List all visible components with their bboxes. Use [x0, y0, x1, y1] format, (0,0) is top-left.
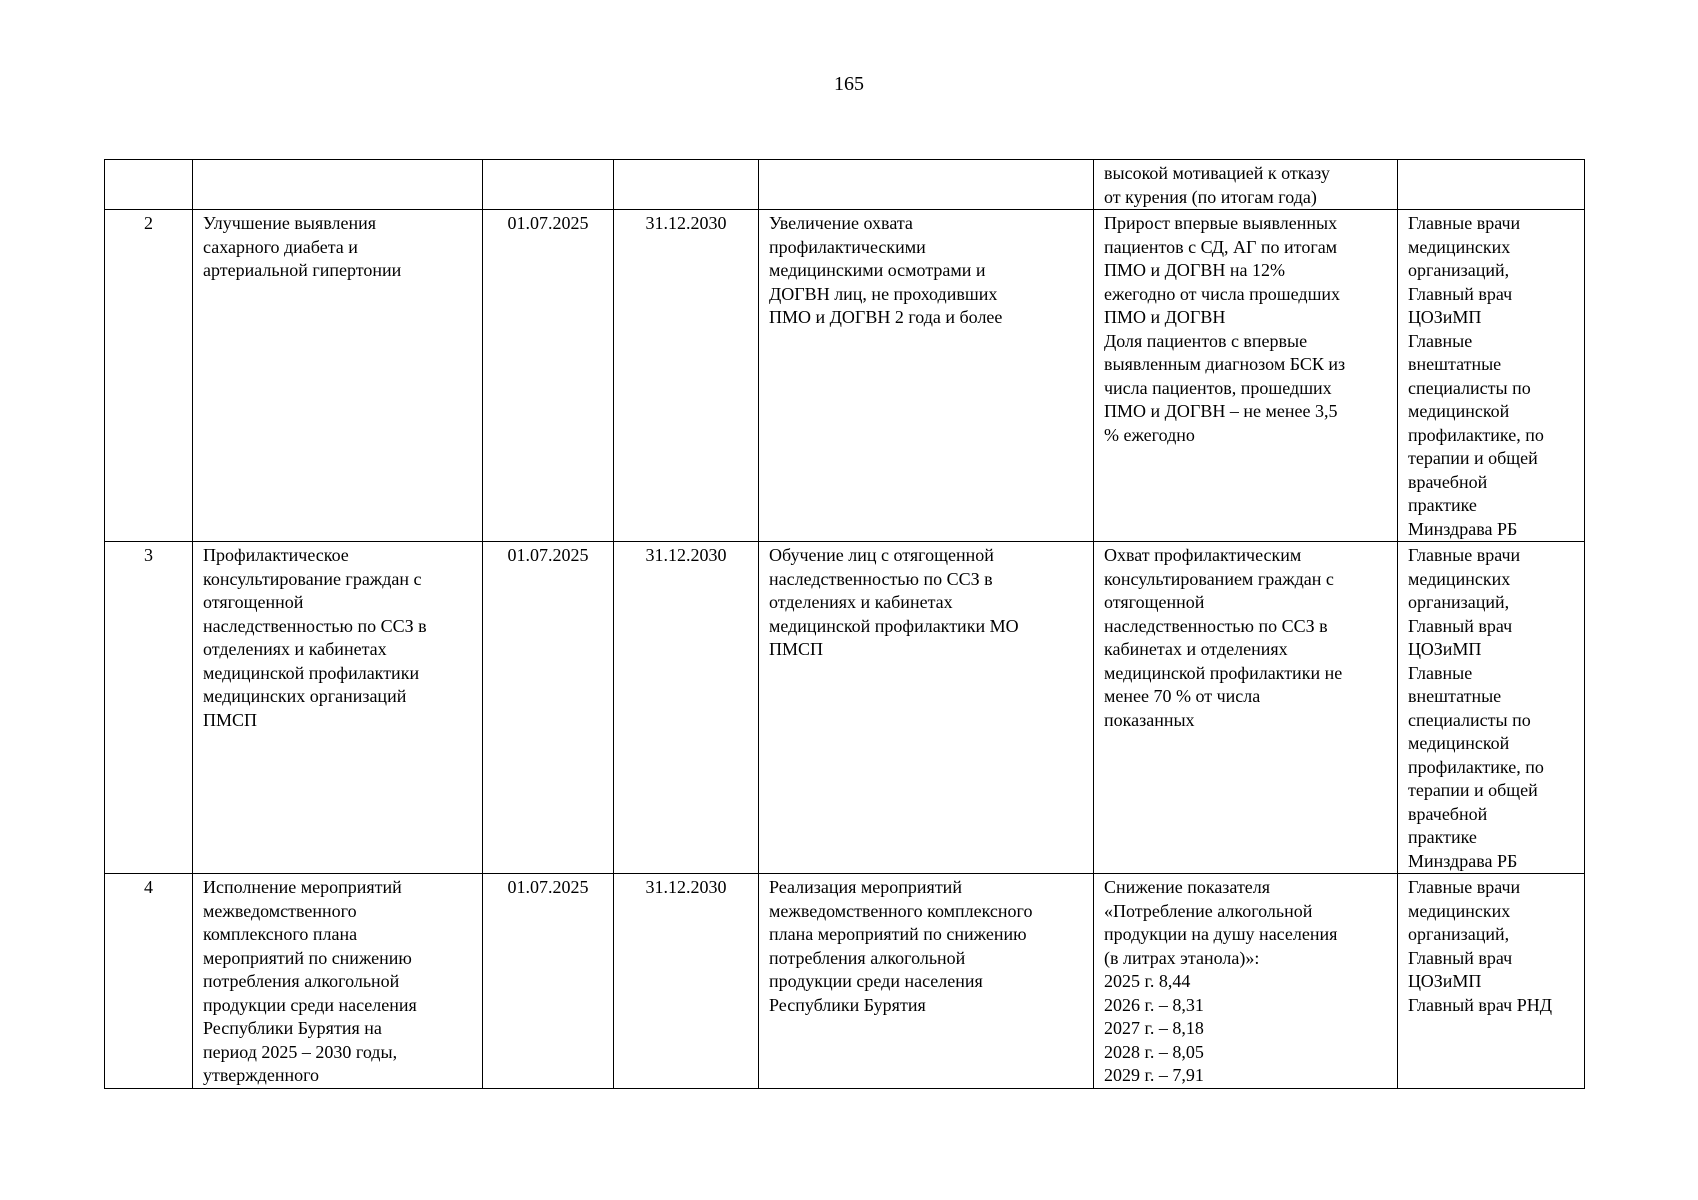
page-number: 165: [834, 73, 864, 95]
cell-num: 4: [105, 874, 193, 1089]
cell-responsible: Главные врачи медицинских организаций, Главный врач ЦОЗиМП Главные внештатные специалисты по медицинской профилактике, по терапии и общей врачебной практике Минздрава РБ: [1398, 542, 1585, 874]
cell-num: 3: [105, 542, 193, 874]
cell-responsible: Главные врачи медицинских организаций, Главный врач ЦОЗиМП Главный врач РНД: [1398, 874, 1585, 1089]
cell-measure: Улучшение выявления сахарного диабета и артериальной гипертонии: [193, 210, 483, 542]
cell-end-date: 31.12.2030: [614, 210, 759, 542]
cell-indicator: высокой мотивацией к отказу от курения (по итогам года): [1094, 160, 1398, 210]
cell-start-date: 01.07.2025: [483, 210, 614, 542]
cell-measure: Исполнение мероприятий межведомственного комплексного плана мероприятий по снижению потребления алкогольной продукции среди населения Республики Бурятия на период 2025 – 2030 годы, утвержденного: [193, 874, 483, 1089]
table-row-continuation: [105, 160, 1585, 210]
cell-start-date: 01.07.2025: [483, 542, 614, 874]
cell-measure: [193, 160, 483, 210]
cell-result: Увеличение охвата профилактическими медицинскими осмотрами и ДОГВН лиц, не проходивших ПМО и ДОГВН 2 года и более: [759, 210, 1094, 542]
cell-start-date: 01.07.2025: [483, 874, 614, 1089]
cell-num: 2: [105, 210, 193, 542]
cell-end-date: 31.12.2030: [614, 874, 759, 1089]
measures-table: [104, 159, 1585, 1089]
cell-responsible: [1398, 160, 1585, 210]
cell-measure: Профилактическое консультирование граждан с отягощенной наследственностью по ССЗ в отделениях и кабинетах медицинской профилактики медицинских организаций ПМСП: [193, 542, 483, 874]
cell-end-date: 31.12.2030: [614, 542, 759, 874]
cell-result: Обучение лиц с отягощенной наследственностью по ССЗ в отделениях и кабинетах медицинской профилактики МО ПМСП: [759, 542, 1094, 874]
cell-end-date: [614, 160, 759, 210]
cell-start-date: [483, 160, 614, 210]
cell-indicator: Снижение показателя «Потребление алкогольной продукции на душу населения (в литрах этанола)»: 2025 г. 8,44 2026 г. – 8,31 2027 г. – 8,18 2028 г. – 8,05 2029 г. – 7,91: [1094, 874, 1398, 1089]
table-row: [105, 874, 1585, 1089]
cell-indicator: Охват профилактическим консультированием граждан с отягощенной наследственностью по ССЗ в кабинетах и отделениях медицинской профилактики не менее 70 % от числа показанных: [1094, 542, 1398, 874]
table-row: [105, 210, 1585, 542]
cell-result: [759, 160, 1094, 210]
cell-responsible: Главные врачи медицинских организаций, Главный врач ЦОЗиМП Главные внештатные специалисты по медицинской профилактике, по терапии и общей врачебной практике Минздрава РБ: [1398, 210, 1585, 542]
table-row: [105, 542, 1585, 874]
cell-result: Реализация мероприятий межведомственного комплексного плана мероприятий по снижению потребления алкогольной продукции среди населения Республики Бурятия: [759, 874, 1094, 1089]
cell-indicator: Прирост впервые выявленных пациентов с СД, АГ по итогам ПМО и ДОГВН на 12% ежегодно от числа прошедших ПМО и ДОГВН Доля пациентов с впервые выявленным диагнозом БСК из числа пациентов, прошедших ПМО и ДОГВН – не менее 3,5 % ежегодно: [1094, 210, 1398, 542]
cell-num: [105, 160, 193, 210]
